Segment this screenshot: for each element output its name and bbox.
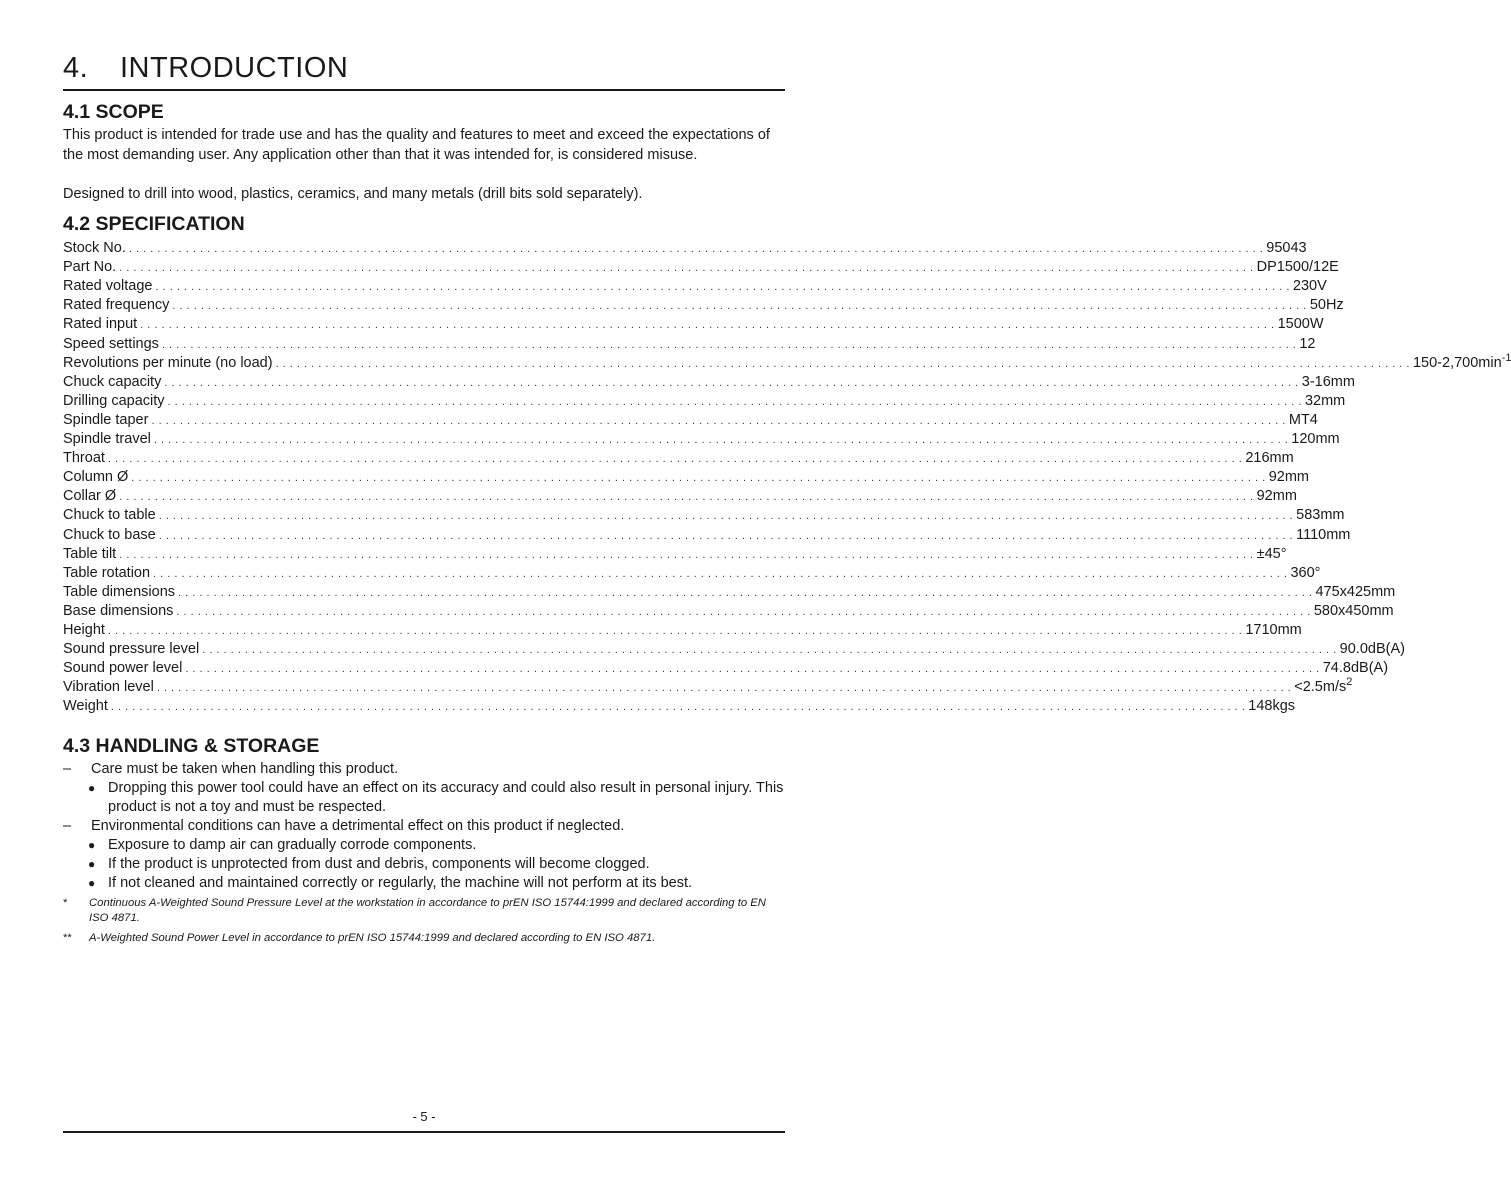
handling-item: [63, 760, 785, 779]
specification-list: [63, 239, 1511, 716]
spec-row: [63, 430, 1340, 449]
spec-value: [1289, 411, 1318, 430]
spec-value: [1340, 640, 1405, 659]
spec-value-text: 74.8dB(A): [1322, 660, 1389, 677]
handling-subitem: [63, 779, 785, 817]
handling-list: [63, 760, 785, 893]
spec-row: [63, 506, 1345, 525]
handling-item-text: If the product is unprotected from dust and debris, components will become clogged.: [108, 856, 650, 872]
bullet-marker: ●: [88, 857, 96, 871]
spec-row: [63, 334, 1316, 353]
dot-leader: . . . . . . . . . . . . . . . . . . . . . . . . . . . . . . . . . . . . . . . . . . . . . . . . . . . . . . . . . . . . . . . . . . . . . . . . . . . . . . . . . . . . . . . . . . . . . . . . . . . . . . . . . . . . . . . . . . . . . . . . . . . . . . . . . . . . . . . . . . . . . . . . . . . . . . . . . . . . . . . .: [167, 395, 1302, 408]
spec-value: [1305, 392, 1345, 411]
dot-leader: . . . . . . . . . . . . . . . . . . . . . . . . . . . . . . . . . . . . . . . . . . . . . . . . . . . . . . . . . . . . . . . . . . . . . . . . . . . . . . . . . . . . . . . . . . . . . . . . . . . . . . . . . . . . . . . . . . . . . . . . . . . . . . . . . . . . . . . . . . . . . . . . . . . . . . . . . . . . . . . .: [107, 624, 1243, 637]
dot-leader: . . . . . . . . . . . . . . . . . . . . . . . . . . . . . . . . . . . . . . . . . . . . . . . . . . . . . . . . . . . . . . . . . . . . . . . . . . . . . . . . . . . . . . . . . . . . . . . . . . . . . . . . . . . . . . . . . . . . . . . . . . . . . . . . . . . . . . . . . . . . . . . . . . . . . . . . . . . . . . . .: [275, 357, 1410, 370]
dot-leader: . . . . . . . . . . . . . . . . . . . . . . . . . . . . . . . . . . . . . . . . . . . . . . . . . . . . . . . . . . . . . . . . . . . . . . . . . . . . . . . . . . . . . . . . . . . . . . . . . . . . . . . . . . . . . . . . . . . . . . . . . . . . . . . . . . . . . . . . . . . . . . . . . . . . . . . . . . . . . . . .: [151, 414, 1286, 427]
bullet-marker: ●: [88, 876, 96, 890]
spec-value-superscript: -1: [1501, 351, 1511, 364]
spec-value: [1248, 697, 1295, 716]
spec-value: [1296, 506, 1344, 525]
spec-value-text: 1710mm: [1245, 621, 1302, 638]
dot-leader: . . . . . . . . . . . . . . . . . . . . . . . . . . . . . . . . . . . . . . . . . . . . . . . . . . . . . . . . . . . . . . . . . . . . . . . . . . . . . . . . . . . . . . . . . . . . . . . . . . . . . . . . . . . . . . . . . . . . . . . . . . . . . . . . . . . . . . . . . . . . . . . . . . . . . . . . . . . . . . . .: [119, 262, 1254, 275]
spec-value-text: <2.5m/s: [1294, 679, 1347, 696]
footnote-text: A-Weighted Sound Power Level in accordance to prEN ISO 15744:1999 and declared according to EN ISO 4871.: [89, 932, 656, 944]
spec-label: Speed settings: [63, 335, 159, 352]
spec-value-text: 92mm: [1256, 488, 1297, 505]
spec-value: [1293, 277, 1327, 296]
spec-row: [63, 676, 1353, 697]
spec-value: [1257, 258, 1339, 277]
handling-item-text: Care must be taken when handling this product.: [91, 761, 399, 777]
bullet-marker: ●: [88, 781, 96, 795]
dot-leader: . . . . . . . . . . . . . . . . . . . . . . . . . . . . . . . . . . . . . . . . . . . . . . . . . . . . . . . . . . . . . . . . . . . . . . . . . . . . . . . . . . . . . . . . . . . . . . . . . . . . . . . . . . . . . . . . . . . . . . . . . . . . . . . . . . . . . . . . . . . . . . . . . . . . . . . . . . . . . . . .: [119, 491, 1254, 504]
spec-label: Chuck to table: [63, 507, 156, 524]
spec-value: [1257, 545, 1287, 564]
spec-value: [1245, 449, 1293, 468]
dot-leader: . . . . . . . . . . . . . . . . . . . . . . . . . . . . . . . . . . . . . . . . . . . . . . . . . . . . . . . . . . . . . . . . . . . . . . . . . . . . . . . . . . . . . . . . . . . . . . . . . . . . . . . . . . . . . . . . . . . . . . . . . . . . . . . . . . . . . . . . . . . . . . . . . . . . . . . . . . . . . . . .: [161, 338, 1297, 351]
spec-row: [63, 659, 1389, 678]
handling-heading: 4.3 HANDLING & STORAGE: [63, 735, 320, 757]
spec-row: [63, 468, 1309, 487]
spec-label: Sound power level: [63, 660, 183, 677]
dot-leader: . . . . . . . . . . . . . . . . . . . . . . . . . . . . . . . . . . . . . . . . . . . . . . . . . . . . . . . . . . . . . . . . . . . . . . . . . . . . . . . . . . . . . . . . . . . . . . . . . . . . . . . . . . . . . . . . . . . . . . . . . . . . . . . . . . . . . . . . . . . . . . . . . . . . . . . . . . . . . . . .: [178, 586, 1313, 599]
spec-value: [1315, 583, 1395, 602]
spec-label: Table rotation: [63, 564, 151, 581]
spec-value-text: 230V: [1292, 278, 1327, 295]
handling-item: [63, 817, 785, 836]
spec-label: Spindle travel: [63, 431, 151, 448]
dot-leader: . . . . . . . . . . . . . . . . . . . . . . . . . . . . . . . . . . . . . . . . . . . . . . . . . . . . . . . . . . . . . . . . . . . . . . . . . . . . . . . . . . . . . . . . . . . . . . . . . . . . . . . . . . . . . . . . . . . . . . . . . . . . . . . . . . . . . . . . . . . . . . . . . . . . . . . . . . . . . . . .: [164, 376, 1299, 389]
chapter-title: [63, 50, 348, 86]
spec-row: [63, 525, 1351, 544]
spec-value-superscript: 2: [1346, 676, 1353, 689]
spec-label: Vibration level: [63, 679, 154, 696]
footnote-text: Continuous A-Weighted Sound Pressure Level at the workstation in accordance to prEN ISO 15744:1999 and declared according to EN ISO 4871.: [89, 897, 766, 924]
specification-heading: 4.2 SPECIFICATION: [63, 213, 245, 235]
dot-leader: . . . . . . . . . . . . . . . . . . . . . . . . . . . . . . . . . . . . . . . . . . . . . . . . . . . . . . . . . . . . . . . . . . . . . . . . . . . . . . . . . . . . . . . . . . . . . . . . . . . . . . . . . . . . . . . . . . . . . . . . . . . . . . . . . . . . . . . . . . . . . . . . . . . . . . . . . . . . . . . .: [153, 434, 1289, 447]
dot-leader: . . . . . . . . . . . . . . . . . . . . . . . . . . . . . . . . . . . . . . . . . . . . . . . . . . . . . . . . . . . . . . . . . . . . . . . . . . . . . . . . . . . . . . . . . . . . . . . . . . . . . . . . . . . . . . . . . . . . . . . . . . . . . . . . . . . . . . . . . . . . . . . . . . . . . . . . . . . . . . . .: [107, 453, 1243, 466]
top-rule: [63, 89, 785, 91]
spec-value-text: 3-16mm: [1301, 373, 1355, 390]
dot-leader: . . . . . . . . . . . . . . . . . . . . . . . . . . . . . . . . . . . . . . . . . . . . . . . . . . . . . . . . . . . . . . . . . . . . . . . . . . . . . . . . . . . . . . . . . . . . . . . . . . . . . . . . . . . . . . . . . . . . . . . . . . . . . . . . . . . . . . . . . . . . . . . . . . . . . . . . . . . . . . . .: [140, 319, 1275, 332]
spec-label: Table dimensions: [63, 583, 176, 600]
spec-value: [1299, 335, 1315, 354]
handling-item-text: Environmental conditions can have a detrimental effect on this product if neglected.: [91, 818, 625, 834]
spec-label: Rated frequency: [63, 297, 170, 314]
spec-label: Collar Ø: [63, 488, 117, 505]
dot-leader: . . . . . . . . . . . . . . . . . . . . . . . . . . . . . . . . . . . . . . . . . . . . . . . . . . . . . . . . . . . . . . . . . . . . . . . . . . . . . . . . . . . . . . . . . . . . . . . . . . . . . . . . . . . . . . . . . . . . . . . . . . . . . . . . . . . . . . . . . . . . . . . . . . . . . . . . . . . . . . . .: [158, 510, 1294, 523]
spec-label: Chuck capacity: [63, 373, 162, 390]
handling-subitem: [63, 836, 785, 855]
footnote: [63, 896, 785, 926]
spec-row: [63, 621, 1302, 640]
spec-label: Base dimensions: [63, 602, 174, 619]
spec-value-text: 120mm: [1291, 431, 1340, 448]
dash-marker: –: [63, 818, 72, 834]
spec-value: [1257, 487, 1297, 506]
spec-value-text: 32mm: [1304, 392, 1346, 409]
handling-subitem: [63, 874, 785, 893]
footnotes: [63, 896, 785, 946]
spec-value: [1412, 351, 1511, 373]
spec-row: [63, 602, 1394, 621]
dot-leader: . . . . . . . . . . . . . . . . . . . . . . . . . . . . . . . . . . . . . . . . . . . . . . . . . . . . . . . . . . . . . . . . . . . . . . . . . . . . . . . . . . . . . . . . . . . . . . . . . . . . . . . . . . . . . . . . . . . . . . . . . . . . . . . . . . . . . . . . . . . . . . . . . . . . . . . . . . . . . . . .: [185, 663, 1320, 676]
spec-value: [1245, 621, 1301, 640]
spec-row: [63, 315, 1324, 334]
spec-label: Part No.: [63, 259, 117, 276]
spec-value-text: 12: [1299, 335, 1316, 352]
scope-paragraph: Designed to drill into wood, plastics, ceramics, and many metals (drill bits sold separately).: [63, 186, 643, 202]
footnote-marker: *: [63, 897, 68, 909]
spec-value: [1314, 602, 1394, 621]
dot-leader: . . . . . . . . . . . . . . . . . . . . . . . . . . . . . . . . . . . . . . . . . . . . . . . . . . . . . . . . . . . . . . . . . . . . . . . . . . . . . . . . . . . . . . . . . . . . . . . . . . . . . . . . . . . . . . . . . . . . . . . . . . . . . . . . . . . . . . . . . . . . . . . . . . . . . . . . . . . . . . . .: [176, 605, 1311, 618]
scope-heading: 4.1 SCOPE: [63, 101, 164, 123]
spec-value-text: 148kgs: [1248, 698, 1296, 715]
dot-leader: . . . . . . . . . . . . . . . . . . . . . . . . . . . . . . . . . . . . . . . . . . . . . . . . . . . . . . . . . . . . . . . . . . . . . . . . . . . . . . . . . . . . . . . . . . . . . . . . . . . . . . . . . . . . . . . . . . . . . . . . . . . . . . . . . . . . . . . . . . . . . . . . . . . . . . . . . . . . . . . .: [156, 682, 1292, 695]
dot-leader: . . . . . . . . . . . . . . . . . . . . . . . . . . . . . . . . . . . . . . . . . . . . . . . . . . . . . . . . . . . . . . . . . . . . . . . . . . . . . . . . . . . . . . . . . . . . . . . . . . . . . . . . . . . . . . . . . . . . . . . . . . . . . . . . . . . . . . . . . . . . . . . . . . . . . . . . . . . . . . . .: [131, 472, 1266, 485]
handling-item-text: If not cleaned and maintained correctly or regularly, the machine will not perform at its best.: [108, 875, 693, 891]
spec-value-text: 90.0dB(A): [1339, 641, 1405, 658]
spec-row: [63, 351, 1511, 373]
spec-value: [1266, 239, 1306, 258]
spec-label: Rated input: [63, 316, 138, 333]
spec-value-text: 1110mm: [1296, 526, 1351, 543]
spec-value-text: 475x425mm: [1315, 583, 1396, 600]
spec-value-text: 216mm: [1245, 450, 1294, 467]
spec-value-text: 1500W: [1277, 316, 1324, 333]
spec-value: [1323, 659, 1388, 678]
spec-value: [1296, 526, 1350, 545]
bottom-rule: [63, 1131, 785, 1133]
spec-row: [63, 564, 1321, 583]
spec-value-text: 580x450mm: [1313, 602, 1394, 619]
footnote-marker: **: [63, 932, 72, 944]
spec-row: [63, 277, 1327, 296]
spec-label: Stock No.: [63, 240, 126, 257]
dot-leader: . . . . . . . . . . . . . . . . . . . . . . . . . . . . . . . . . . . . . . . . . . . . . . . . . . . . . . . . . . . . . . . . . . . . . . . . . . . . . . . . . . . . . . . . . . . . . . . . . . . . . . . . . . . . . . . . . . . . . . . . . . . . . . . . . . . . . . . . . . . . . . . . . . . . . . . . . . . . . . . .: [110, 701, 1246, 714]
dot-leader: . . . . . . . . . . . . . . . . . . . . . . . . . . . . . . . . . . . . . . . . . . . . . . . . . . . . . . . . . . . . . . . . . . . . . . . . . . . . . . . . . . . . . . . . . . . . . . . . . . . . . . . . . . . . . . . . . . . . . . . . . . . . . . . . . . . . . . . . . . . . . . . . . . . . . . . . . . . . . . . .: [119, 548, 1254, 561]
spec-value: [1290, 564, 1320, 583]
dot-leader: . . . . . . . . . . . . . . . . . . . . . . . . . . . . . . . . . . . . . . . . . . . . . . . . . . . . . . . . . . . . . . . . . . . . . . . . . . . . . . . . . . . . . . . . . . . . . . . . . . . . . . . . . . . . . . . . . . . . . . . . . . . . . . . . . . . . . . . . . . . . . . . . . . . . . . . . . . . . . . . .: [128, 243, 1264, 256]
page-number: - 5 -: [412, 1109, 436, 1124]
dot-leader: . . . . . . . . . . . . . . . . . . . . . . . . . . . . . . . . . . . . . . . . . . . . . . . . . . . . . . . . . . . . . . . . . . . . . . . . . . . . . . . . . . . . . . . . . . . . . . . . . . . . . . . . . . . . . . . . . . . . . . . . . . . . . . . . . . . . . . . . . . . . . . . . . . . . . . . . . . . . . . . .: [202, 644, 1337, 657]
spec-row: [63, 239, 1307, 258]
spec-label: Rated voltage: [63, 278, 153, 295]
spec-value-text: DP1500/12E: [1256, 259, 1339, 276]
chapter-number: 4.: [63, 52, 89, 84]
spec-row: [63, 583, 1396, 602]
spec-value-text: MT4: [1288, 411, 1318, 428]
scope-paragraph: This product is intended for trade use and has the quality and features to meet and exceed the expectations of the most demanding user. Any application other than that it was intended for, is considered misuse.: [63, 127, 770, 163]
spec-label: Table tilt: [63, 545, 117, 562]
spec-value-text: 95043: [1266, 240, 1307, 257]
chapter-title-text: INTRODUCTION: [120, 52, 349, 84]
spec-row: [63, 487, 1297, 506]
spec-value-text: 583mm: [1296, 507, 1345, 524]
spec-value-text: 150-2,700min: [1412, 354, 1502, 371]
spec-value: [1294, 678, 1352, 697]
spec-row: [63, 411, 1318, 430]
spec-row: [63, 258, 1339, 277]
bullet-marker: ●: [88, 838, 96, 852]
handling-item-text: Dropping this power tool could have an effect on its accuracy and could also result in personal injury. This product is not a toy and must be respected.: [108, 780, 784, 815]
spec-label: Drilling capacity: [63, 392, 165, 409]
spec-row: [63, 697, 1296, 716]
handling-subitem: [63, 855, 785, 874]
spec-label: Spindle taper: [63, 411, 149, 428]
spec-row: [63, 449, 1294, 468]
spec-value: [1269, 468, 1309, 487]
dot-leader: . . . . . . . . . . . . . . . . . . . . . . . . . . . . . . . . . . . . . . . . . . . . . . . . . . . . . . . . . . . . . . . . . . . . . . . . . . . . . . . . . . . . . . . . . . . . . . . . . . . . . . . . . . . . . . . . . . . . . . . . . . . . . . . . . . . . . . . . . . . . . . . . . . . . . . . . . . . . . . . .: [153, 567, 1288, 580]
spec-value: [1278, 315, 1324, 334]
spec-row: [63, 373, 1355, 392]
spec-row: [63, 640, 1405, 659]
handling-item-text: Exposure to damp air can gradually corrode components.: [108, 837, 477, 853]
spec-row: [63, 392, 1346, 411]
spec-label: Chuck to base: [63, 526, 156, 543]
spec-value: [1310, 296, 1344, 315]
spec-row: [63, 545, 1287, 564]
footnote: [63, 931, 785, 946]
dot-leader: . . . . . . . . . . . . . . . . . . . . . . . . . . . . . . . . . . . . . . . . . . . . . . . . . . . . . . . . . . . . . . . . . . . . . . . . . . . . . . . . . . . . . . . . . . . . . . . . . . . . . . . . . . . . . . . . . . . . . . . . . . . . . . . . . . . . . . . . . . . . . . . . . . . . . . . . . . . . . . . .: [172, 300, 1307, 313]
spec-row: [63, 296, 1344, 315]
spec-value: [1302, 373, 1355, 392]
spec-label: Throat: [63, 450, 105, 467]
spec-value-text: 360°: [1290, 564, 1321, 581]
spec-value: [1291, 430, 1339, 449]
spec-value-text: 92mm: [1268, 469, 1309, 486]
spec-label: Column Ø: [63, 469, 129, 486]
dot-leader: . . . . . . . . . . . . . . . . . . . . . . . . . . . . . . . . . . . . . . . . . . . . . . . . . . . . . . . . . . . . . . . . . . . . . . . . . . . . . . . . . . . . . . . . . . . . . . . . . . . . . . . . . . . . . . . . . . . . . . . . . . . . . . . . . . . . . . . . . . . . . . . . . . . . . . . . . . . . . . . .: [155, 281, 1290, 294]
spec-label: Sound pressure level: [63, 641, 200, 658]
spec-label: Weight: [63, 698, 108, 715]
spec-label: Revolutions per minute (no load): [63, 354, 273, 371]
dot-leader: . . . . . . . . . . . . . . . . . . . . . . . . . . . . . . . . . . . . . . . . . . . . . . . . . . . . . . . . . . . . . . . . . . . . . . . . . . . . . . . . . . . . . . . . . . . . . . . . . . . . . . . . . . . . . . . . . . . . . . . . . . . . . . . . . . . . . . . . . . . . . . . . . . . . . . . . . . . . . . . .: [158, 529, 1294, 542]
dash-marker: –: [63, 761, 72, 777]
spec-value-text: ±45°: [1256, 545, 1287, 562]
spec-label: Height: [63, 621, 105, 638]
spec-value-text: 50Hz: [1309, 297, 1344, 314]
